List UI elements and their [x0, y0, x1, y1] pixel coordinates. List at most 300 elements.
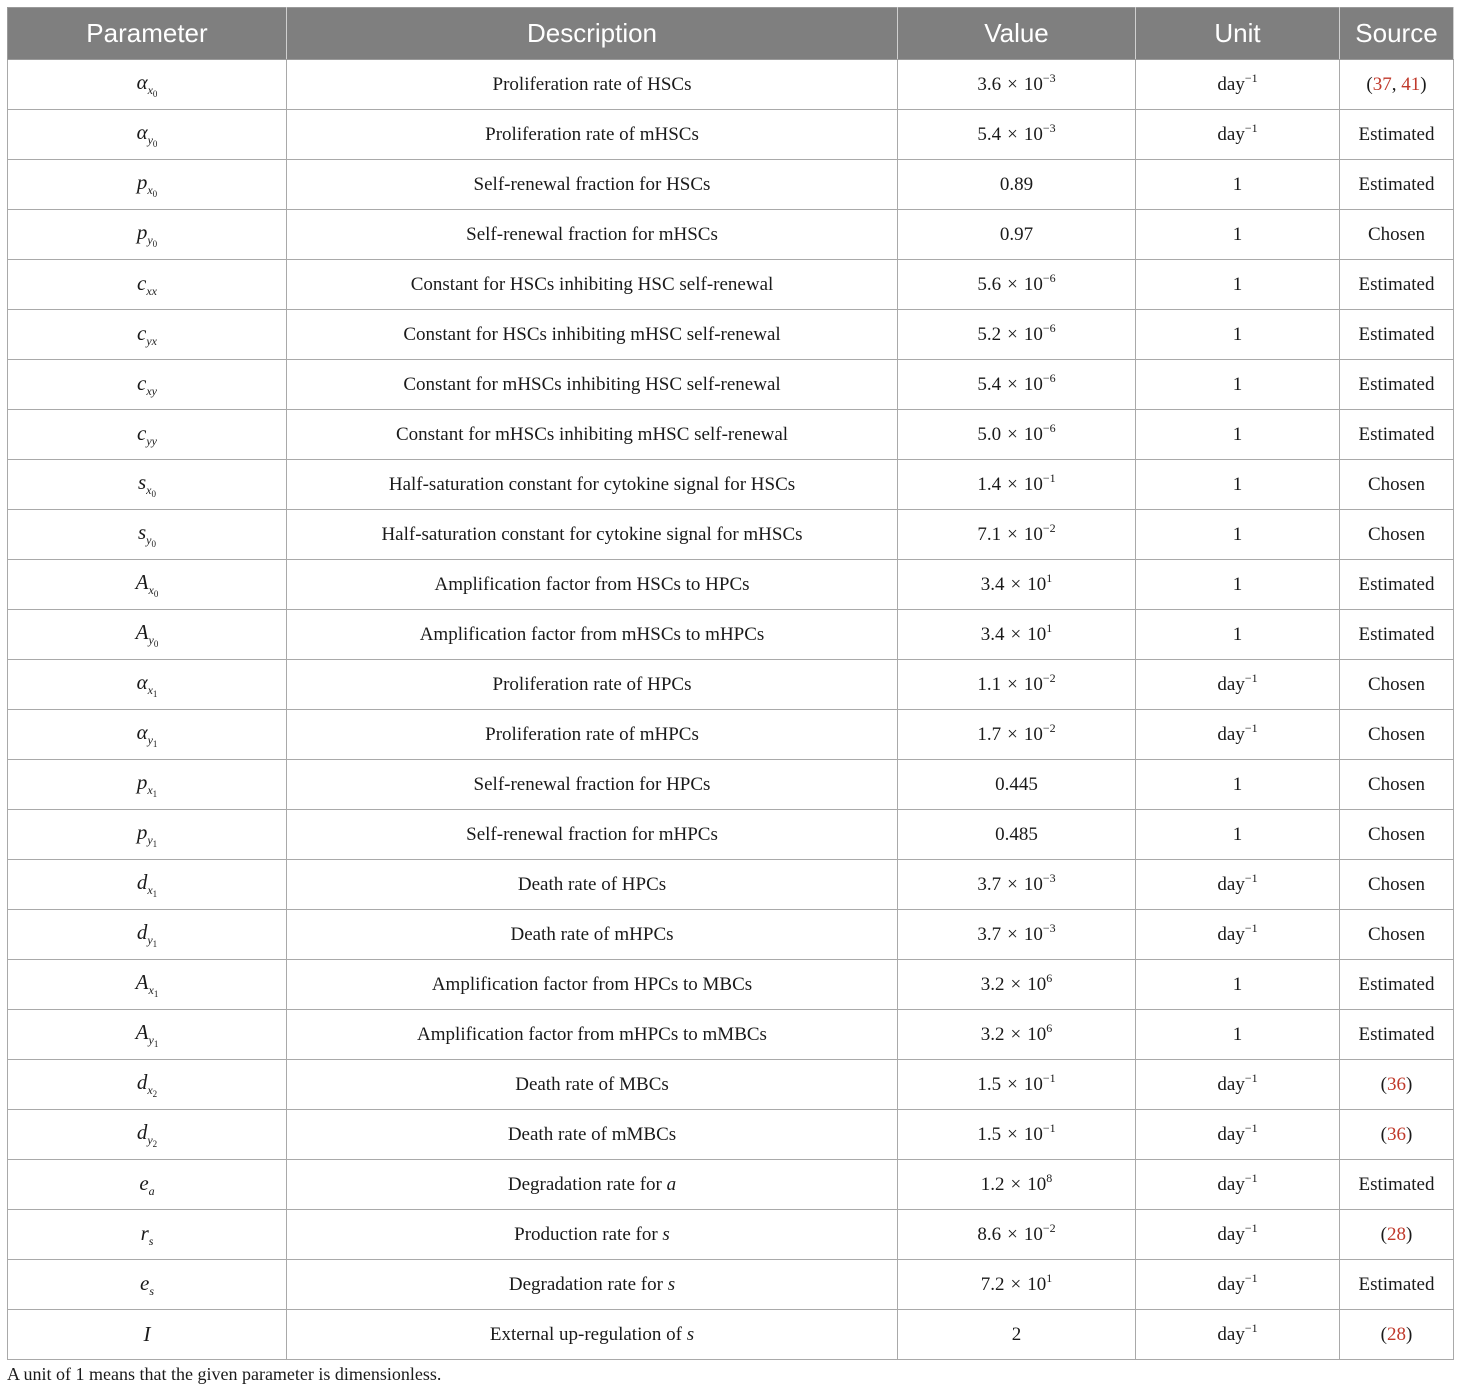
- param-subscript-var: yx: [146, 333, 157, 348]
- value-cell: [898, 1110, 1136, 1160]
- description-variable: s: [686, 1323, 695, 1345]
- source-cell: [1340, 460, 1454, 510]
- source-cell: [1340, 960, 1454, 1010]
- table-body: [8, 60, 1454, 1360]
- unit-text: day: [1217, 1073, 1245, 1095]
- param-subscript-var: a: [148, 1183, 155, 1198]
- description-text: Self-renewal fraction for mHSCs: [466, 223, 718, 245]
- header-description: Description: [287, 8, 898, 60]
- description-variable: s: [667, 1273, 676, 1295]
- unit-cell: [1136, 710, 1340, 760]
- param-cell: [8, 210, 287, 260]
- description-cell: [287, 1010, 898, 1060]
- param-subscript: [147, 1083, 157, 1097]
- source-text: Estimated: [1358, 373, 1435, 395]
- unit-text: day: [1217, 1223, 1245, 1245]
- param-subscript: [146, 284, 157, 298]
- description-cell: [287, 360, 898, 410]
- value-cell: [898, 560, 1136, 610]
- value-base: 10: [1023, 523, 1043, 545]
- value-exponent: −6: [1042, 270, 1056, 285]
- param-subscript: [148, 733, 158, 747]
- times-sign: ×: [1007, 523, 1018, 545]
- source-cell: [1340, 760, 1454, 810]
- value-cell: [898, 610, 1136, 660]
- description-text: Death rate of HPCs: [517, 873, 667, 895]
- unit-text: 1: [1232, 273, 1243, 295]
- param-subscript: [147, 933, 157, 947]
- value-base: 10: [1023, 1223, 1043, 1245]
- description-text: Proliferation rate of mHSCs: [485, 123, 699, 145]
- description-cell: [287, 510, 898, 560]
- param-symbol: c: [137, 370, 147, 395]
- unit-exponent: −1: [1244, 1270, 1258, 1285]
- param-cell: [8, 660, 287, 710]
- source-cell: [1340, 810, 1454, 860]
- value-base: 10: [1023, 873, 1043, 895]
- ref-separator: ,: [1391, 73, 1402, 95]
- param-subscript: [148, 133, 158, 147]
- table-row: [8, 460, 1454, 510]
- param-subscript-var: x: [147, 83, 153, 97]
- value-cell: [898, 810, 1136, 860]
- source-text: Estimated: [1358, 273, 1435, 295]
- param-cell: [8, 260, 287, 310]
- description-cell: [287, 60, 898, 110]
- param-symbol: p: [136, 770, 148, 794]
- param-subscript-var: y: [148, 633, 154, 647]
- source-cell: [1340, 1060, 1454, 1110]
- value-cell: [898, 1310, 1136, 1360]
- param-cell: [8, 1110, 287, 1160]
- value-mantissa: 1.5: [977, 1073, 1002, 1095]
- source-text: Chosen: [1368, 873, 1425, 895]
- unit-exponent: −1: [1244, 1220, 1258, 1235]
- value-mantissa: 5.4: [977, 373, 1002, 395]
- source-cell: [1340, 710, 1454, 760]
- header-parameter: Parameter: [8, 8, 287, 60]
- value-exponent: 6: [1046, 970, 1053, 985]
- table-row: [8, 560, 1454, 610]
- description-cell: [287, 710, 898, 760]
- value-cell: [898, 60, 1136, 110]
- value-cell: [898, 960, 1136, 1010]
- param-subscript-var: xx: [146, 283, 157, 298]
- param-cell: [8, 1260, 287, 1310]
- unit-text: 1: [1232, 523, 1243, 545]
- times-sign: ×: [1007, 1223, 1018, 1245]
- value-mantissa: 3.2: [980, 1023, 1005, 1045]
- param-subscript-index: 0: [151, 489, 156, 499]
- value-mantissa: 7.2: [980, 1273, 1005, 1295]
- source-cell: [1340, 1210, 1454, 1260]
- param-subscript-var: y: [146, 533, 152, 547]
- value-exponent: −2: [1042, 1220, 1056, 1235]
- value-cell: [898, 1010, 1136, 1060]
- times-sign: ×: [1010, 1273, 1022, 1295]
- param-subscript-var: x: [148, 583, 154, 597]
- table-row: [8, 910, 1454, 960]
- source-text: Estimated: [1358, 323, 1435, 345]
- description-cell: [287, 810, 898, 860]
- param-symbol: d: [136, 920, 148, 944]
- value-cell: [898, 160, 1136, 210]
- param-subscript-var: x: [147, 883, 153, 897]
- description-text: Degradation rate for: [507, 1173, 667, 1195]
- table-header: [8, 8, 1454, 60]
- param-cell: [8, 1210, 287, 1260]
- param-symbol: d: [136, 870, 148, 894]
- value-mantissa: 1.5: [977, 1123, 1002, 1145]
- times-sign: ×: [1010, 973, 1022, 995]
- param-subscript-var: s: [148, 1233, 154, 1248]
- description-cell: [287, 260, 898, 310]
- table-row: [8, 860, 1454, 910]
- param-symbol: e: [139, 1170, 149, 1195]
- table-row: [8, 1210, 1454, 1260]
- param-subscript-var: y: [148, 1033, 154, 1047]
- description-text: Half-saturation constant for cytokine signal for mHSCs: [381, 523, 803, 545]
- value-mantissa: 3.4: [980, 573, 1005, 595]
- value-exponent: −1: [1042, 470, 1056, 485]
- description-text: Self-renewal fraction for HSCs: [473, 173, 711, 195]
- param-symbol: d: [136, 1070, 148, 1094]
- param-cell: [8, 810, 287, 860]
- value-base: 10: [1023, 373, 1043, 395]
- description-cell: [287, 160, 898, 210]
- table-row: [8, 260, 1454, 310]
- param-symbol: α: [136, 120, 148, 144]
- description-variable: s: [662, 1223, 670, 1245]
- unit-cell: [1136, 160, 1340, 210]
- value-base: 10: [1027, 973, 1047, 995]
- source-cell: [1340, 860, 1454, 910]
- source-text: Estimated: [1358, 623, 1435, 645]
- param-cell: [8, 1060, 287, 1110]
- description-cell: [287, 1060, 898, 1110]
- value-exponent: −2: [1042, 520, 1056, 535]
- unit-exponent: −1: [1244, 870, 1258, 885]
- unit-cell: [1136, 1060, 1340, 1110]
- value-text: 0.485: [995, 823, 1038, 845]
- description-cell: [287, 1260, 898, 1310]
- source-cell: [1340, 260, 1454, 310]
- description-cell: [287, 1210, 898, 1260]
- source-cell: [1340, 510, 1454, 560]
- param-subscript: [146, 483, 156, 497]
- value-base: 10: [1023, 473, 1043, 495]
- param-subscript-index: 0: [151, 539, 156, 549]
- source-reference-link[interactable]: 36: [1387, 1123, 1406, 1145]
- param-subscript-var: y: [147, 133, 153, 147]
- param-cell: [8, 510, 287, 560]
- unit-text: 1: [1232, 423, 1243, 445]
- value-mantissa: 7.1: [977, 523, 1002, 545]
- unit-text: 1: [1232, 323, 1243, 345]
- unit-text: 1: [1232, 373, 1243, 395]
- source-text: Estimated: [1358, 1023, 1435, 1045]
- unit-exponent: −1: [1244, 120, 1258, 135]
- param-subscript-var: y: [147, 933, 153, 947]
- unit-text: 1: [1232, 973, 1243, 995]
- source-text: Chosen: [1368, 223, 1425, 245]
- source-cell: [1340, 910, 1454, 960]
- unit-cell: [1136, 510, 1340, 560]
- description-text: Death rate of mMBCs: [507, 1123, 677, 1145]
- param-subscript-index: 0: [152, 189, 158, 199]
- value-exponent: 1: [1046, 570, 1053, 585]
- value-exponent: 6: [1046, 1020, 1053, 1035]
- times-sign: ×: [1007, 873, 1018, 895]
- param-subscript-var: y: [147, 1133, 153, 1147]
- source-cell: [1340, 1010, 1454, 1060]
- description-cell: [287, 760, 898, 810]
- param-subscript: [149, 633, 159, 647]
- table-row: [8, 1260, 1454, 1310]
- unit-cell: [1136, 560, 1340, 610]
- value-text: 0.445: [995, 773, 1038, 795]
- value-mantissa: 5.0: [977, 423, 1002, 445]
- parameter-table-container: [7, 7, 1453, 1360]
- source-text: Estimated: [1358, 1273, 1435, 1295]
- param-subscript-index: 2: [152, 1139, 158, 1149]
- table-row: [8, 1310, 1454, 1360]
- unit-exponent: −1: [1244, 1070, 1258, 1085]
- source-text: Chosen: [1368, 673, 1425, 695]
- value-mantissa: 1.7: [977, 723, 1002, 745]
- param-cell: [8, 160, 287, 210]
- value-cell: [898, 410, 1136, 460]
- value-base: 10: [1023, 1123, 1043, 1145]
- times-sign: ×: [1007, 323, 1018, 345]
- source-cell: [1340, 1160, 1454, 1210]
- value-mantissa: 1.4: [977, 473, 1002, 495]
- table-row: [8, 1160, 1454, 1210]
- value-mantissa: 3.7: [977, 873, 1002, 895]
- unit-text: day: [1217, 1123, 1245, 1145]
- description-text: External up-regulation of: [489, 1323, 687, 1345]
- param-subscript: [147, 1133, 157, 1147]
- source-cell: [1340, 160, 1454, 210]
- times-sign: ×: [1010, 1023, 1022, 1045]
- description-cell: [287, 860, 898, 910]
- param-symbol: A: [135, 620, 149, 644]
- value-cell: [898, 1060, 1136, 1110]
- param-cell: [8, 860, 287, 910]
- value-cell: [898, 1260, 1136, 1310]
- value-base: 10: [1023, 673, 1043, 695]
- value-mantissa: 5.6: [977, 273, 1002, 295]
- value-exponent: 1: [1046, 1270, 1053, 1285]
- param-symbol: α: [136, 720, 148, 744]
- source-reference-link[interactable]: 41: [1401, 73, 1421, 95]
- description-text: Amplification factor from mHPCs to mMBCs: [417, 1023, 767, 1045]
- description-text: Death rate of mHPCs: [510, 923, 674, 945]
- unit-exponent: −1: [1244, 670, 1258, 685]
- value-base: 10: [1027, 573, 1047, 595]
- unit-cell: [1136, 1160, 1340, 1210]
- source-cell: [1340, 660, 1454, 710]
- unit-text: day: [1217, 923, 1245, 945]
- parameter-table: [7, 7, 1454, 1360]
- param-cell: [8, 410, 287, 460]
- source-reference-link[interactable]: 37: [1372, 73, 1392, 95]
- param-subscript: [149, 1033, 159, 1047]
- paren-open: (: [1380, 1223, 1387, 1245]
- param-subscript-var: s: [149, 1283, 154, 1298]
- param-subscript: [147, 783, 157, 797]
- unit-cell: [1136, 760, 1340, 810]
- unit-cell: [1136, 60, 1340, 110]
- description-text: Degradation rate for: [508, 1273, 668, 1295]
- description-text: Amplification factor from HSCs to HPCs: [434, 573, 750, 595]
- param-subscript: [146, 384, 157, 398]
- param-subscript-index: 0: [152, 89, 158, 99]
- unit-cell: [1136, 260, 1340, 310]
- value-base: 10: [1023, 273, 1043, 295]
- param-symbol: A: [135, 570, 149, 594]
- unit-text: 1: [1232, 773, 1243, 795]
- description-cell: [287, 610, 898, 660]
- unit-exponent: −1: [1244, 1120, 1258, 1135]
- source-cell: [1340, 1110, 1454, 1160]
- source-reference-link[interactable]: 28: [1387, 1223, 1406, 1245]
- param-subscript-index: 1: [152, 939, 158, 949]
- param-symbol: p: [136, 820, 148, 844]
- param-cell: [8, 60, 287, 110]
- param-subscript: [149, 583, 159, 597]
- param-subscript-var: y: [147, 233, 153, 247]
- table-row: [8, 1110, 1454, 1160]
- unit-text: day: [1217, 723, 1245, 745]
- source-cell: [1340, 610, 1454, 660]
- unit-text: 1: [1232, 473, 1243, 495]
- param-subscript-index: 0: [152, 139, 158, 149]
- value-cell: [898, 360, 1136, 410]
- times-sign: ×: [1007, 923, 1018, 945]
- table-row: [8, 960, 1454, 1010]
- description-text: Amplification factor from HPCs to MBCs: [431, 973, 753, 995]
- source-text: Estimated: [1358, 973, 1435, 995]
- paren-open: (: [1380, 1073, 1387, 1095]
- table-row: [8, 510, 1454, 560]
- value-base: 10: [1023, 323, 1043, 345]
- unit-text: 1: [1232, 573, 1243, 595]
- description-cell: [287, 560, 898, 610]
- unit-cell: [1136, 1260, 1340, 1310]
- table-row: [8, 60, 1454, 110]
- param-subscript: [146, 533, 156, 547]
- description-cell: [287, 660, 898, 710]
- paren-open: (: [1380, 1323, 1387, 1345]
- param-subscript-var: x: [147, 1083, 153, 1097]
- value-mantissa: 3.7: [977, 923, 1002, 945]
- source-cell: [1340, 560, 1454, 610]
- source-reference-link[interactable]: 36: [1387, 1073, 1406, 1095]
- unit-text: 1: [1232, 823, 1243, 845]
- param-subscript-index: 1: [153, 1039, 159, 1049]
- value-base: 10: [1027, 1173, 1047, 1195]
- unit-cell: [1136, 1010, 1340, 1060]
- description-cell: [287, 960, 898, 1010]
- param-symbol: c: [137, 320, 147, 345]
- description-text: Self-renewal fraction for HPCs: [473, 773, 711, 795]
- source-text: Chosen: [1368, 923, 1425, 945]
- value-exponent: 8: [1046, 1170, 1053, 1185]
- param-symbol: A: [135, 1020, 149, 1044]
- value-base: 10: [1027, 623, 1047, 645]
- header-value: Value: [898, 8, 1136, 60]
- unit-text: day: [1217, 1173, 1245, 1195]
- unit-text: 1: [1232, 173, 1243, 195]
- value-cell: [898, 460, 1136, 510]
- paren-close: ): [1406, 1323, 1413, 1345]
- param-subscript-index: 1: [152, 889, 158, 899]
- value-exponent: −3: [1042, 870, 1056, 885]
- value-exponent: −6: [1042, 370, 1056, 385]
- param-cell: [8, 760, 287, 810]
- param-subscript: [146, 334, 157, 348]
- paren-close: ): [1406, 1123, 1413, 1145]
- times-sign: ×: [1010, 623, 1022, 645]
- source-reference-link[interactable]: 28: [1387, 1323, 1406, 1345]
- value-mantissa: 1.1: [977, 673, 1002, 695]
- param-symbol: c: [137, 420, 147, 445]
- description-text: Constant for HSCs inhibiting HSC self-renewal: [410, 273, 774, 295]
- value-cell: [898, 710, 1136, 760]
- param-subscript-var: x: [148, 983, 154, 997]
- param-symbol: s: [137, 470, 147, 494]
- param-symbol: d: [136, 1120, 148, 1144]
- param-subscript-index: 1: [152, 739, 158, 749]
- header-row: [8, 8, 1454, 60]
- value-exponent: −3: [1042, 120, 1056, 135]
- value-mantissa: 3.4: [980, 623, 1005, 645]
- unit-text: day: [1217, 1273, 1245, 1295]
- times-sign: ×: [1007, 1123, 1018, 1145]
- param-subscript-index: 2: [152, 1089, 158, 1099]
- table-row: [8, 1010, 1454, 1060]
- source-text: Estimated: [1358, 573, 1435, 595]
- param-subscript-index: 0: [152, 239, 158, 249]
- paren-open: (: [1380, 1123, 1387, 1145]
- description-cell: [287, 310, 898, 360]
- paren-close: ): [1420, 73, 1427, 95]
- paren-close: ): [1406, 1223, 1413, 1245]
- param-subscript: [148, 83, 158, 97]
- unit-cell: [1136, 860, 1340, 910]
- times-sign: ×: [1007, 423, 1018, 445]
- param-subscript-var: x: [147, 183, 153, 197]
- source-cell: [1340, 1260, 1454, 1310]
- param-cell: [8, 1310, 287, 1360]
- source-cell: [1340, 310, 1454, 360]
- param-subscript-var: y: [147, 733, 153, 747]
- description-cell: [287, 110, 898, 160]
- param-subscript: [147, 883, 157, 897]
- times-sign: ×: [1010, 1173, 1022, 1195]
- header-source: Source: [1340, 8, 1454, 60]
- value-base: 10: [1027, 1023, 1047, 1045]
- param-cell: [8, 910, 287, 960]
- unit-text: day: [1217, 673, 1245, 695]
- param-symbol: A: [135, 970, 149, 994]
- unit-cell: [1136, 810, 1340, 860]
- param-subscript-index: 1: [152, 839, 158, 849]
- description-variable: a: [666, 1173, 677, 1195]
- unit-exponent: −1: [1244, 70, 1258, 85]
- value-text: 0.97: [999, 223, 1034, 245]
